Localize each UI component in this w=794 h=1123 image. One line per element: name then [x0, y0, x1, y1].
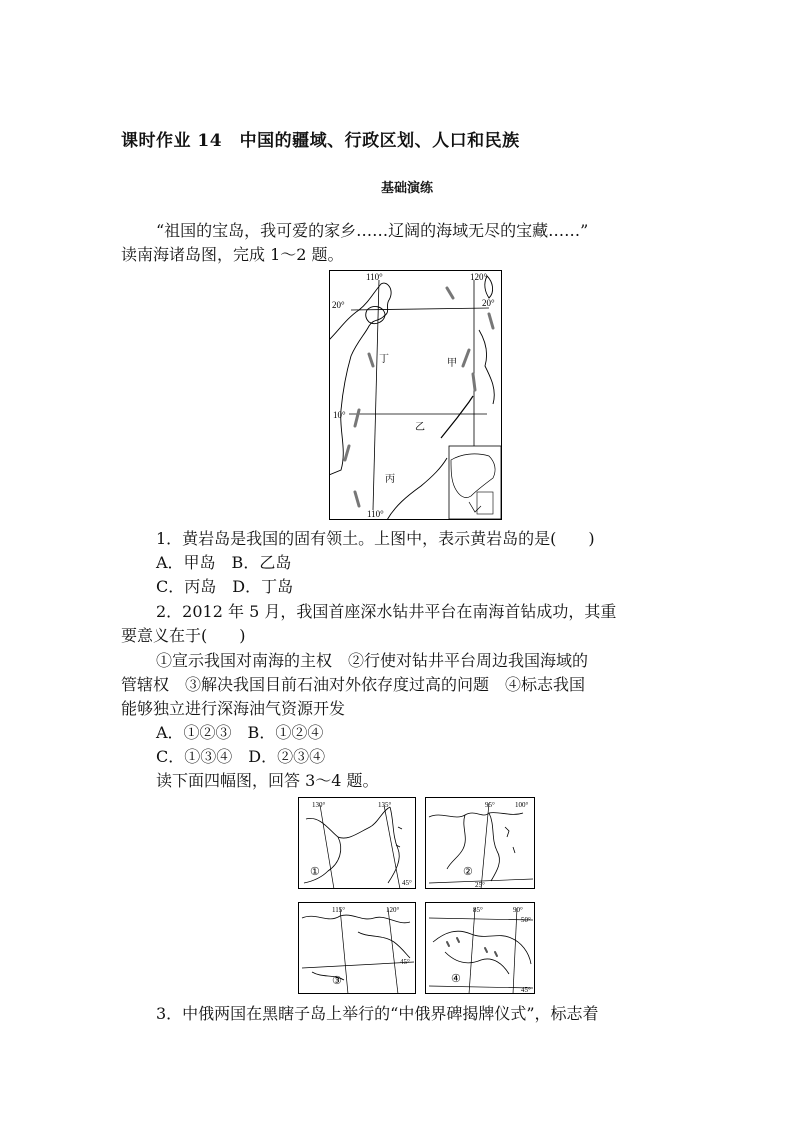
- q1-options-cd: C．丙岛 D．丁岛: [156, 577, 294, 596]
- q2-item-line-1: ①宣示我国对南海的主权 ②行使对钻井平台周边我国海域的: [156, 651, 589, 670]
- intro-text-line-2: 读南海诸岛图，完成 1～2 题。: [121, 245, 344, 264]
- map3-lat: 45°: [400, 958, 410, 966]
- q2-stem-line-1: 2．2012 年 5 月，我国首座深水钻井平台在南海首钻成功，其重: [156, 602, 617, 621]
- lon-110-bottom-label: 110°: [367, 509, 384, 519]
- map4-lon-left: 85°: [473, 906, 483, 914]
- q2-stem-line-2: 要意义在于( ): [121, 626, 246, 645]
- map2-lon-left: 95°: [485, 801, 495, 809]
- q2-options-cd: C．①③④ D．②③④: [156, 747, 326, 766]
- page-title: 课时作业 14 中国的疆域、行政区划、人口和民族: [121, 131, 520, 151]
- map2-lon-right: 100°: [515, 801, 529, 809]
- island-jia-label: 甲: [447, 358, 457, 369]
- section-heading: 基础演练: [381, 181, 434, 196]
- map1-lon-left: 130°: [312, 801, 326, 809]
- q2-item-line-2: 管辖权 ③解决我国目前石油对外依存度过高的问题 ④标志我国: [121, 675, 586, 694]
- q3-stem-line-1: 3．中俄两国在黑瞎子岛上举行的“中俄界碑揭牌仪式”，标志着: [156, 1004, 599, 1023]
- small-map-4: [425, 902, 535, 994]
- lat-10-label: 10°: [333, 410, 346, 420]
- lat-20-right-label: 20°: [482, 298, 495, 308]
- map1-lon-right: 135°: [378, 801, 392, 809]
- island-yi-label: 乙: [415, 422, 425, 433]
- map3-lon-right: 120°: [386, 906, 400, 914]
- island-ding-label: 丁: [379, 354, 389, 365]
- island-bing-label: 丙: [385, 474, 395, 485]
- map2-number: ②: [463, 866, 473, 878]
- map1-lat: 45°: [402, 879, 412, 887]
- small-map-3: [298, 902, 416, 994]
- map3-lon-left: 115°: [332, 906, 346, 914]
- map4-number: ④: [451, 973, 461, 985]
- q2-options-ab: A．①②③ B．①②④: [156, 723, 324, 742]
- map4-lat-bottom: 45°: [521, 986, 531, 994]
- map4-lat-top: 50°: [521, 916, 531, 924]
- small-map-1: [298, 797, 416, 889]
- map3-number: ③: [332, 975, 342, 987]
- lon-120-top-label: 120°: [470, 272, 488, 282]
- q34-intro: 读下面四幅图，回答 3～4 题。: [156, 771, 379, 790]
- map4-lon-right: 90°: [513, 906, 523, 914]
- q1-options-ab: A．甲岛 B．乙岛: [156, 553, 292, 572]
- inset-map: [449, 446, 501, 519]
- intro-text-line-1: “祖国的宝岛，我可爱的家乡……辽阔的海域无尽的宝藏……”: [156, 221, 589, 240]
- map1-number: ①: [310, 866, 320, 878]
- lat-20-left-label: 20°: [332, 300, 345, 310]
- lon-110-top-label: 110°: [366, 272, 383, 282]
- small-map-2: [425, 797, 535, 889]
- map2-lat: 25°: [475, 881, 485, 889]
- q2-item-line-3: 能够独立进行深海油气资源开发: [121, 699, 346, 718]
- south-china-sea-map: [329, 270, 502, 520]
- q1-stem: 1．黄岩岛是我国的固有领土。上图中，表示黄岩岛的是( ): [156, 529, 595, 548]
